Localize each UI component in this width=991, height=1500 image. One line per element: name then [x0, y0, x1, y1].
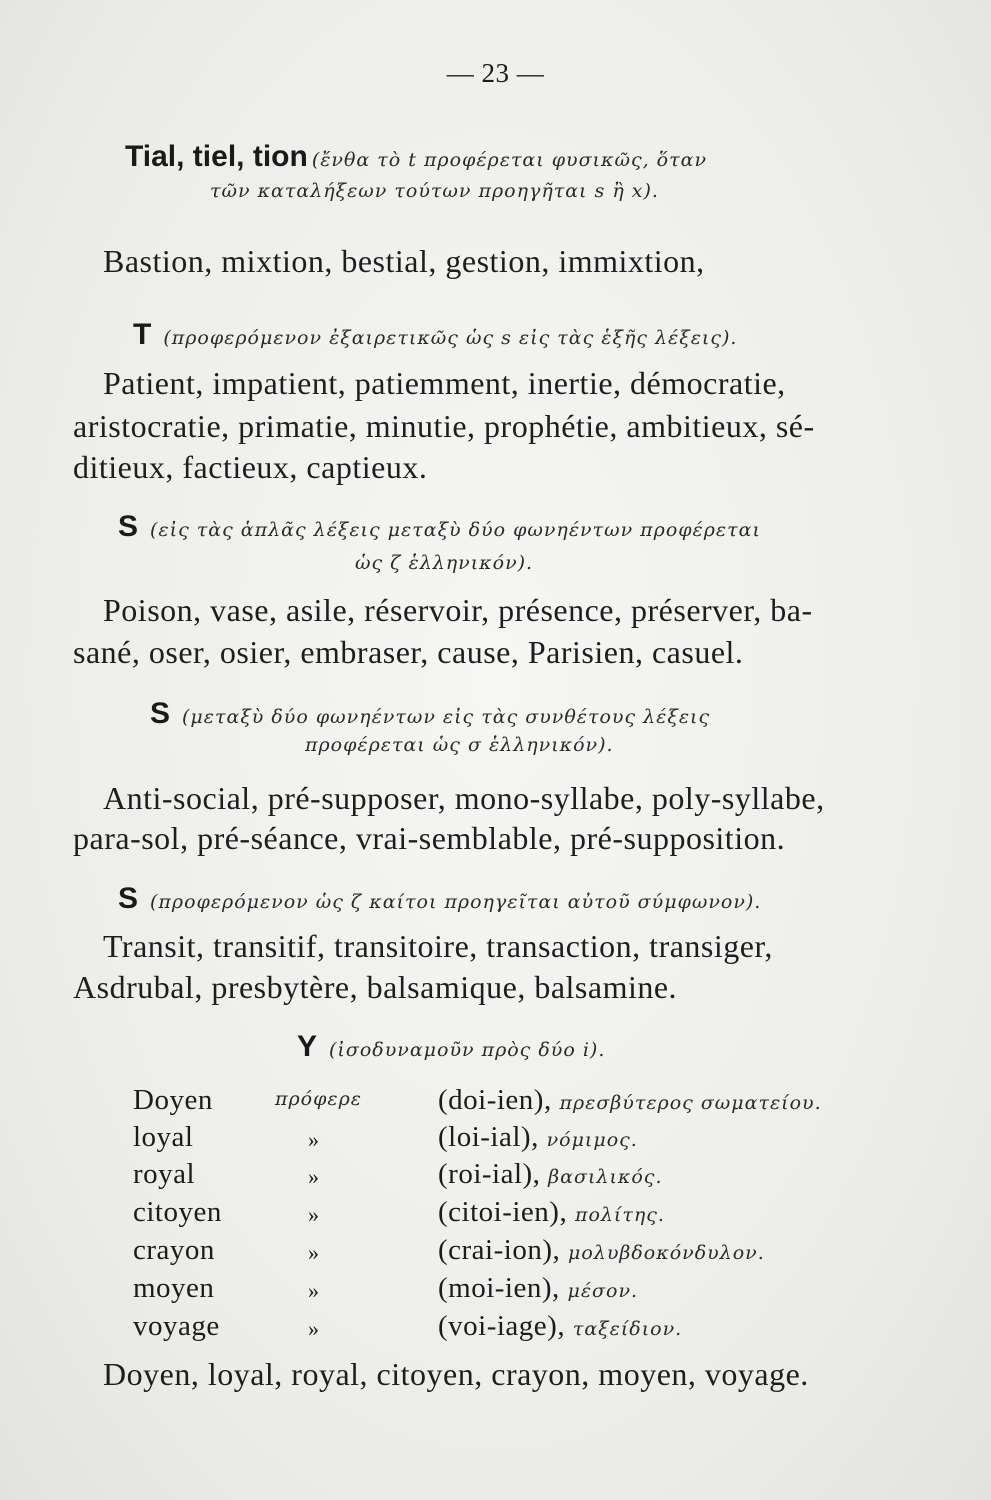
heading-note: (ἰσοδυναμοῦν πρὸς δύο i). — [329, 1039, 606, 1061]
example-line: Poison, vase, asile, réservoir, présence, préserver, ba- — [103, 592, 813, 628]
section-heading-s-compound — [150, 697, 710, 731]
heading-note-continued: προφέρεται ὡς σ ἑλληνικόν). — [305, 734, 614, 756]
greek-meaning: μέσον. — [567, 1280, 639, 1302]
heading-note-continued: ὡς ζ ἑλληνικόν). — [355, 552, 534, 574]
pronunciation-text: (moi-ien), — [438, 1272, 560, 1304]
heading-letter: S — [150, 697, 171, 730]
heading-note: (ἔνθα τὸ t προφέρεται φυσικῶς, ὅταν — [311, 149, 708, 171]
page-number: — 23 — — [446, 58, 545, 88]
table-pronunciation — [438, 1272, 638, 1305]
greek-meaning: ταξείδιον. — [572, 1318, 683, 1340]
table-word: crayon — [133, 1234, 215, 1266]
table-pronunciation — [438, 1084, 822, 1117]
table-pronunciation — [438, 1196, 665, 1229]
pronunciation-text: (loi-ial), — [438, 1121, 539, 1153]
example-line: para-sol, pré-séance, vrai-semblable, pré-supposition. — [73, 820, 786, 856]
table-ditto-mark: » — [308, 1164, 320, 1189]
heading-note: (εἰς τὰς ἁπλᾶς λέξεις μεταξὺ δύο φωνηέντων προφέρεται — [150, 519, 761, 541]
example-line: Asdrubal, presbytère, balsamique, balsamine. — [73, 969, 678, 1005]
table-ditto-mark: » — [308, 1316, 320, 1341]
table-pronunciation — [438, 1158, 662, 1191]
table-word: Doyen — [133, 1084, 213, 1116]
heading-letter: T — [133, 318, 152, 351]
greek-meaning: βασιλικός. — [548, 1166, 663, 1188]
table-ditto-mark: » — [308, 1278, 320, 1303]
table-ditto-mark: » — [308, 1202, 320, 1227]
pronunciation-text: (doi-ien), — [438, 1084, 552, 1116]
table-word: loyal — [133, 1121, 194, 1153]
example-line: ditieux, factieux, captieux. — [73, 449, 428, 485]
heading-letter: Tial, tiel, tion — [125, 140, 308, 173]
table-word: citoyen — [133, 1196, 222, 1228]
heading-note: (προφερόμενον ἐξαιρετικῶς ὡς s εἰς τὰς ἑξῆς λέξεις). — [163, 327, 738, 349]
table-pronunciation — [438, 1234, 765, 1267]
heading-note-continued: τῶν καταλήξεων τούτων προηγῆται s ἢ x). — [210, 180, 659, 202]
table-pronunciation — [438, 1121, 638, 1154]
table-ditto-mark: » — [308, 1240, 320, 1265]
example-line: Doyen, loyal, royal, citoyen, crayon, moyen, voyage. — [103, 1356, 809, 1392]
heading-letter: Y — [297, 1030, 318, 1063]
example-line: Transit, transitif, transitoire, transaction, transiger, — [103, 928, 773, 964]
pronunciation-text: (citoi-ien), — [438, 1196, 568, 1228]
heading-note: (μεταξὺ δύο φωνηέντων εἰς τὰς συνθέτους λέξεις — [182, 706, 711, 728]
pronunciation-text: (crai-ion), — [438, 1234, 561, 1266]
example-line: aristocratie, primatie, minutie, prophétie, ambitieux, sé- — [73, 408, 815, 444]
table-verb: πρόφερε — [275, 1088, 362, 1110]
pronunciation-text: (voi-iage), — [438, 1310, 566, 1342]
example-line: sané, oser, osier, embraser, cause, Parisien, casuel. — [73, 634, 744, 670]
greek-meaning: πρεσβύτερος σωματείου. — [559, 1092, 822, 1114]
section-heading-t — [133, 318, 737, 352]
heading-letter: S — [118, 882, 139, 915]
section-heading-s-consonant — [118, 882, 761, 916]
pronunciation-text: (roi-ial), — [438, 1158, 541, 1190]
example-line: Anti-social, pré-supposer, mono-syllabe, poly-syllabe, — [103, 780, 825, 816]
greek-meaning: πολίτης. — [574, 1204, 665, 1226]
table-ditto-mark: » — [308, 1127, 320, 1152]
table-word: royal — [133, 1158, 196, 1190]
section-heading-tial — [125, 140, 707, 174]
example-line: Bastion, mixtion, bestial, gestion, immixtion, — [103, 243, 705, 279]
table-pronunciation — [438, 1310, 682, 1343]
greek-meaning: νόμιμος. — [546, 1129, 638, 1151]
heading-note: (προφερόμενον ὡς ζ καίτοι προηγεῖται αὐτοῦ σύμφωνον). — [150, 891, 762, 913]
heading-letter: S — [118, 510, 139, 543]
section-heading-s-simple — [118, 510, 761, 544]
example-line: Patient, impatient, patiemment, inertie, démocratie, — [103, 365, 786, 401]
table-word: voyage — [133, 1310, 220, 1342]
table-word: moyen — [133, 1272, 215, 1304]
section-heading-y — [297, 1030, 605, 1064]
greek-meaning: μολυβδοκόνδυλον. — [568, 1242, 765, 1264]
